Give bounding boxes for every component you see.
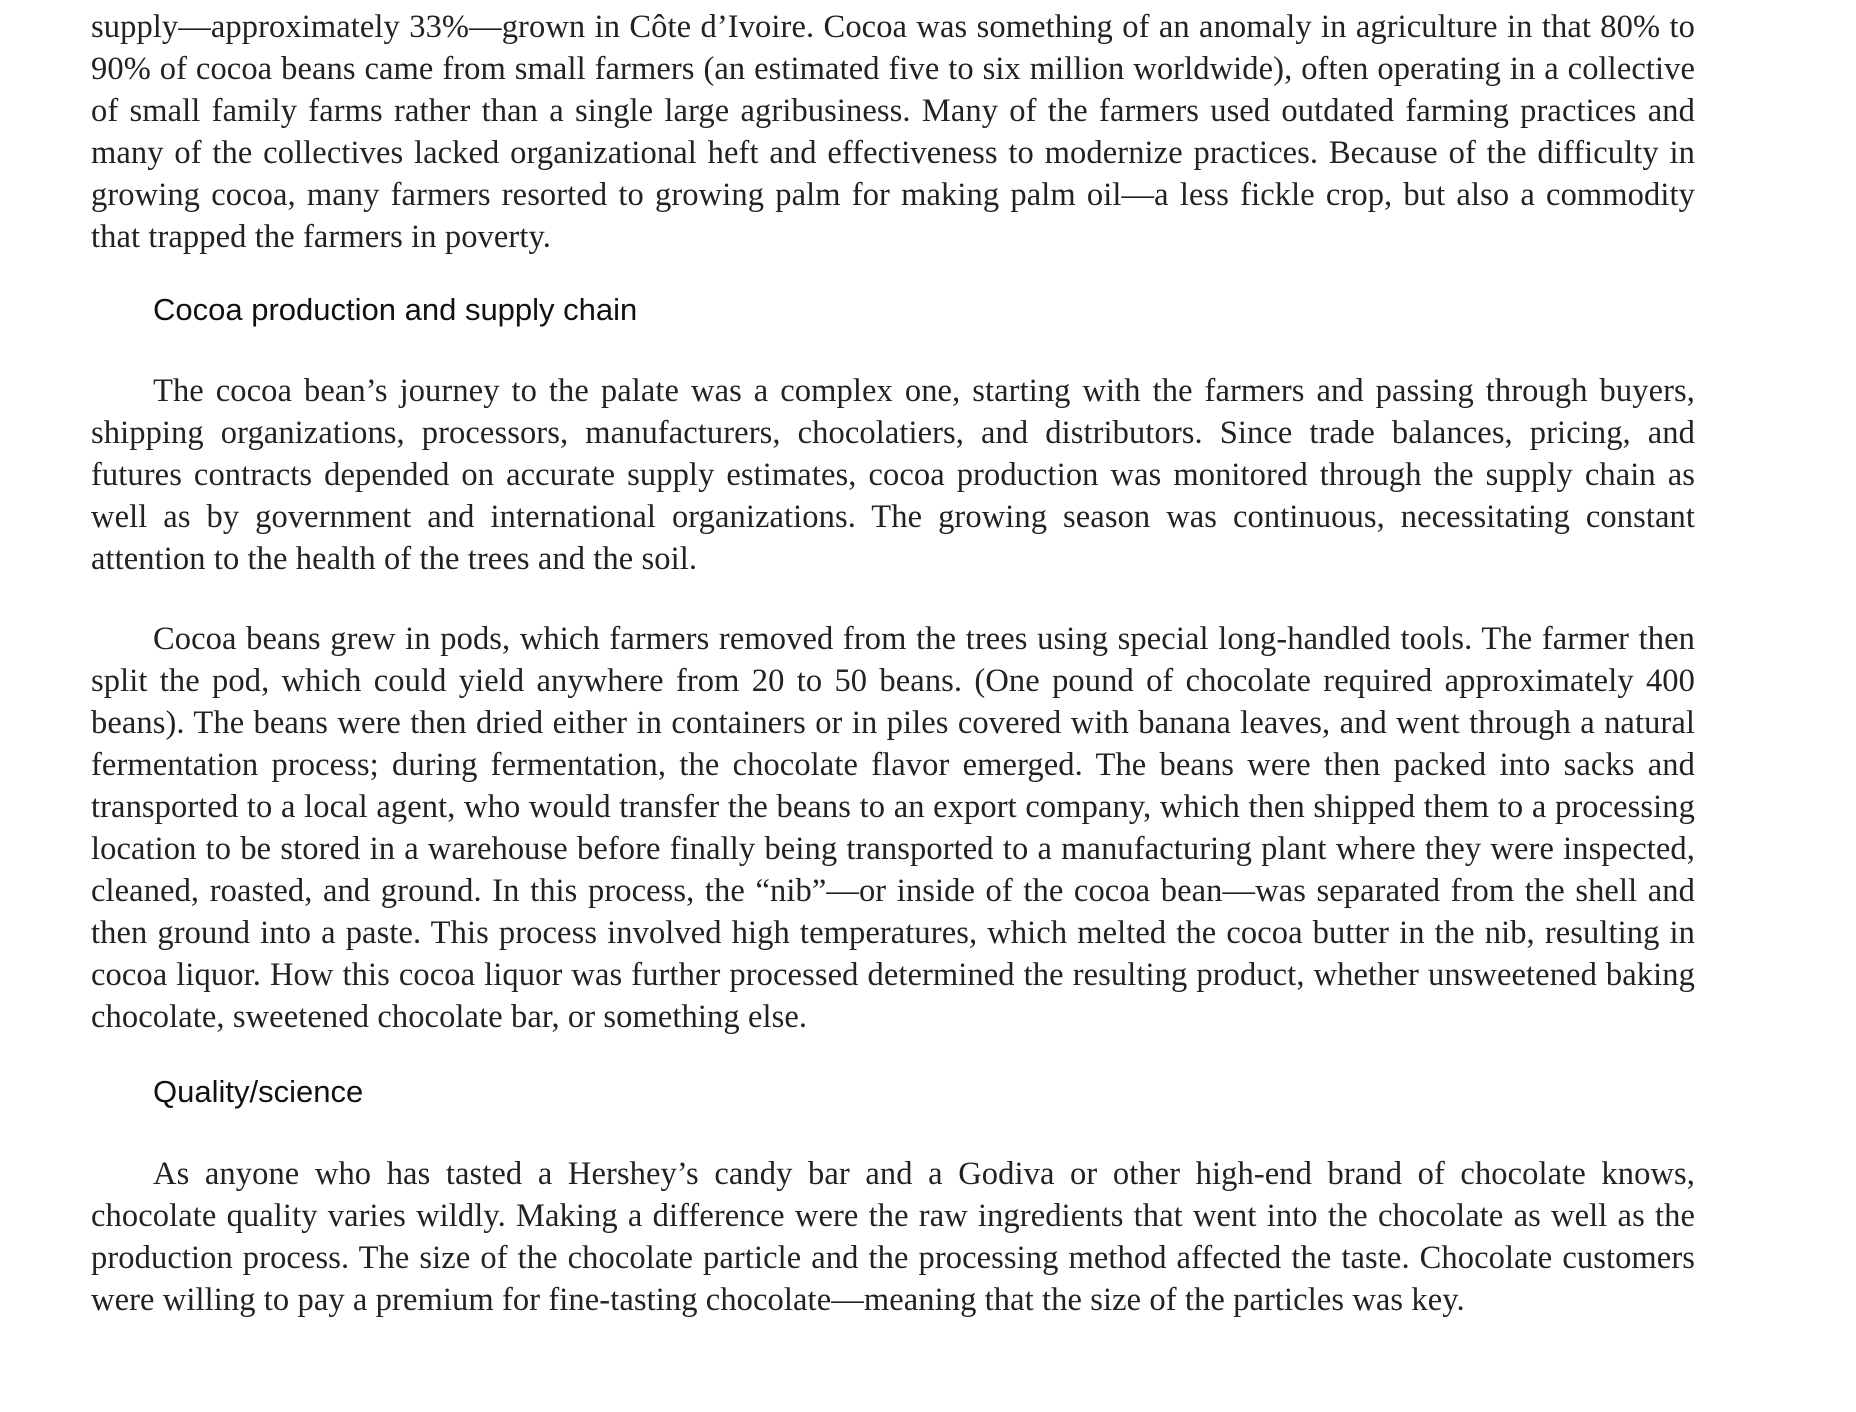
quality-paragraph-1: As anyone who has tasted a Hershey’s candy bar and a Godiva or other high-end brand of chocolate knows, chocolate quality varies wildly. Making a difference were the raw ingredients that went into the chocolate as well as the production process. The size of the chocolate particle and the processing method affected the taste. Chocolate customers were willing to pay a premium for fine-tasting chocolate—meaning that the size of the particles was key. (91, 1156, 1695, 1318)
production-paragraph-1: The cocoa bean’s journey to the palate was a complex one, starting with the farmers and passing through buyers, shipping organizations, processors, manufacturers, chocolatiers, and distributors. Since trade balances, pricing, and futures contracts depended on accurate supply estimates, cocoa production was monitored through the supply chain as well as by government and international organizations. The growing season was continuous, necessitating constant attention to the health of the trees and the soil. (91, 373, 1695, 577)
section-heading-production: Cocoa production and supply chain (153, 292, 638, 327)
section-heading-quality: Quality/science (153, 1074, 364, 1109)
intro-paragraph: supply—approximately 33%—grown in Côte d’Ivoire. Cocoa was something of an anomaly in agriculture in that 80% to 90% of cocoa beans came from small farmers (an estimated five to six million worldwide), often operating in a collective of small family farms rather than a single large agribusiness. Many of the farmers used outdated farming practices and many of the collectives lacked organizational heft and effectiveness to modernize practices. Because of the difficulty in growing cocoa, many farmers resorted to growing palm for making palm oil—a less fickle crop, but also a commodity that trapped the farmers in poverty. (91, 9, 1695, 255)
document-page (91, 0, 1695, 1321)
production-paragraph-2: Cocoa beans grew in pods, which farmers removed from the trees using special long-handled tools. The farmer then split the pod, which could yield anywhere from 20 to 50 beans. (One pound of chocolate required approximately 400 beans). The beans were then dried either in containers or in piles covered with banana leaves, and went through a natural fermentation process; during fermentation, the chocolate flavor emerged. The beans were then packed into sacks and transported to a local agent, who would transfer the beans to an export company, which then shipped them to a processing location to be stored in a warehouse before finally being transported to a manufacturing plant where they were inspected, cleaned, roasted, and ground. In this process, the “nib”—or inside of the cocoa bean—was separated from the shell and then ground into a paste. This process involved high temperatures, which melted the cocoa butter in the nib, resulting in cocoa liquor. How this cocoa liquor was further processed determined the resulting product, whether unsweetened baking chocolate, sweetened chocolate bar, or something else. (91, 621, 1695, 1035)
